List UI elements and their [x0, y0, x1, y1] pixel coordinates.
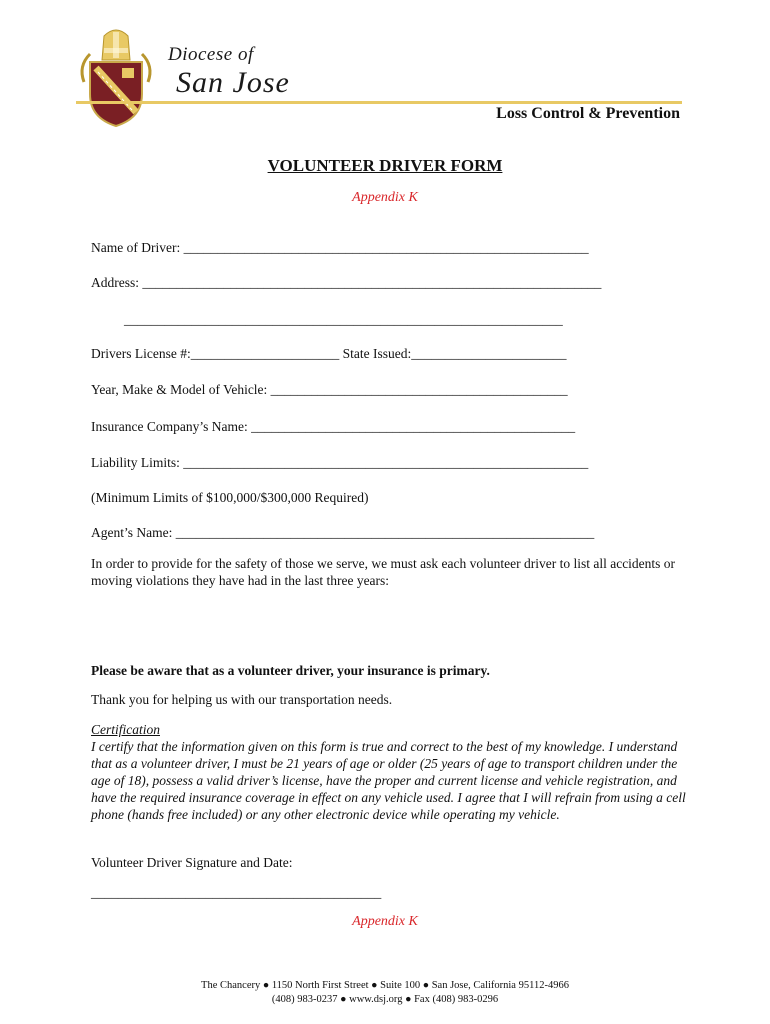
signature-line[interactable]: ___________________________________________	[91, 885, 382, 900]
department-title: Loss Control & Prevention	[496, 105, 680, 122]
form-title: VOLUNTEER DRIVER FORM	[267, 156, 503, 175]
org-name-line1: Diocese of	[168, 44, 254, 65]
address-line2-field[interactable]: _________________________________________________________________	[124, 312, 563, 327]
footer-address: The Chancery ● 1150 North First Street ● Suite 100 ● San Jose, California 95112-4966	[201, 980, 569, 991]
signature-label: Volunteer Driver Signature and Date:	[91, 855, 293, 870]
appendix-label-top: Appendix K	[352, 190, 418, 205]
insurance-primary-notice: Please be aware that as a volunteer driver, your insurance is primary.	[91, 663, 490, 678]
accidents-instructions: In order to provide for the safety of those we serve, we must ask each volunteer driver to list all accidents or moving violations they have had in the last three years:	[91, 556, 676, 588]
agent-name-field[interactable]: Agent’s Name: ______________________________________________________________	[91, 525, 595, 540]
thank-you-text: Thank you for helping us with our transportation needs.	[91, 692, 393, 707]
certification-heading: Certification	[91, 722, 160, 737]
drivers-license-field[interactable]: Drivers License #:______________________ State Issued:_______________________	[91, 346, 567, 361]
appendix-label-bottom: Appendix K	[352, 914, 418, 929]
org-name-line2: San Jose	[176, 66, 290, 99]
diocese-crest-logo	[72, 22, 160, 130]
liability-limits-field[interactable]: Liability Limits: ____________________________________________________________	[91, 455, 589, 470]
footer-contact: (408) 983-0237 ● www.dsj.org ● Fax (408) 983-0296	[271, 994, 499, 1005]
minimum-limits-note: (Minimum Limits of $100,000/$300,000 Required)	[91, 490, 369, 505]
driver-name-field[interactable]: Name of Driver: ____________________________________________________________	[91, 240, 589, 255]
address-field[interactable]: Address: ____________________________________________________________________	[91, 275, 602, 290]
insurance-company-field[interactable]: Insurance Company’s Name: ________________________________________________	[91, 419, 576, 434]
header-rule	[76, 101, 682, 104]
certification-text: I certify that the information given on this form is true and correct to the best of my knowledge. I understand that as a volunteer driver, I must be 21 years of age or older (25 years of age to transport children under the age of 18), possess a valid driver’s license, have the proper and current license and vehicle registration, and have the required insurance coverage in effect on any vehicle used. I agree that I will refrain from using a cell phone (hands free included) or any other electronic device while operating my vehicle.	[91, 739, 686, 822]
vehicle-field[interactable]: Year, Make & Model of Vehicle: ____________________________________________	[91, 382, 568, 397]
